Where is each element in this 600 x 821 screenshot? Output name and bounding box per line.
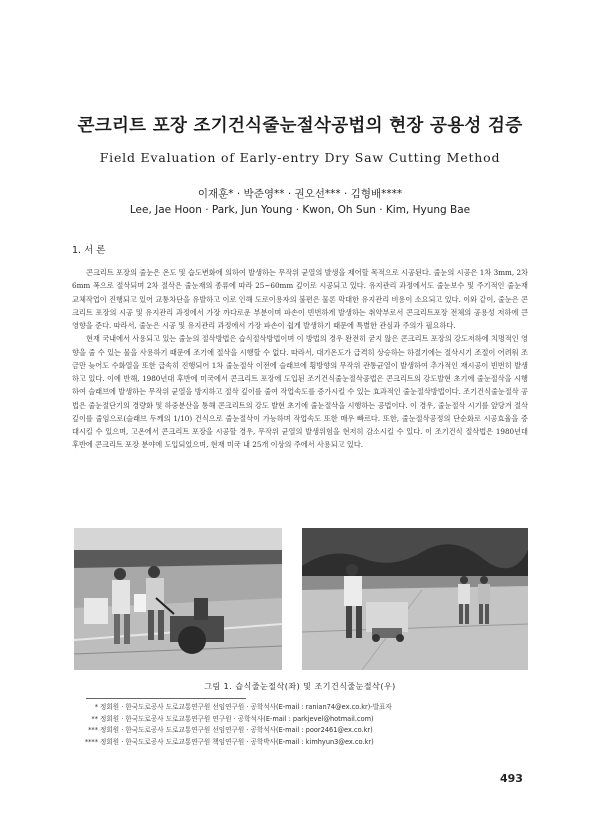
page-number: 493 [500, 772, 523, 785]
authors-english: Lee, Jae Hoon · Park, Jun Young · Kwon, Oh Sun · Kim, Hyung Bae [129, 204, 471, 216]
footnote [80, 725, 540, 737]
footnote-divider [86, 698, 246, 699]
footnote-text: 정회원 · 한국도로공사 도로교통연구원 연구원 · 공학석사(E-mail : parkjevel@hotmail.com) [100, 714, 374, 723]
footnote-text: 정회원 · 한국도로공사 도로교통연구원 책임연구원 · 공학박사(E-mail : kimhyun3@ex.co.kr) [100, 737, 374, 746]
footnote-text: 정회원 · 한국도로공사 도로교통연구원 선임연구원 · 공학석사(E-mail : poor2461@ex.co.kr) [100, 726, 373, 735]
paper-title: 콘크리트 포장 조기건식줄눈절삭공법의 현장 공용성 검증 [77, 116, 523, 136]
footnote-mark: *** [88, 726, 98, 735]
photo-dry-saw-cutting [302, 528, 528, 670]
footnote-mark: * [94, 703, 98, 711]
footnote-mark: **** [84, 737, 98, 746]
footnote-mark: ** [91, 714, 98, 723]
photo-wet-saw-image [74, 528, 282, 670]
footnote [80, 737, 540, 749]
footnote [80, 714, 540, 726]
photo-dry-saw-image [302, 528, 528, 670]
paragraph: 현재 국내에서 사용되고 있는 줄눈의 절삭방법은 습식절삭방법이며 이 방법의 경우 완전히 굳지 않은 콘크리트 포장의 강도저하에 치명적인 영향을 줄 수 있는 물을 사용하기 때문에 조기에 절삭을 시행할 수 없다. 따라서, 대기온도가 급격히 상승하는 하절기에는 절삭시기 조절이 어려워 조금만 늦어도 수화열을 또한 급속히 진행되어 1차 줄눈절삭 이전에 슬래브에 횡방향의 무작위 관통균열이 발생하여 추가적인 재시공이 빈번히 발생하고 있다. 이에 반해, 1980년대 후반에 미국에서 콘크리트 포장에 도입된 조기건식줄눈절삭공법은 콘크리트의 강도발현 초기에 줄눈절삭을 시행하여 슬래브에 발생하는 무작위 균열을 방지하고 절삭 깊이를 줄여 작업속도를 증가시킬 수 있는 효과적인 줄눈절삭방법이다. 조기건식줄눈절삭 공법은 줄눈절단기의 경량화 및 하중분산을 통해 콘크리트의 강도 발현 초기에 줄눈절삭을 시행하는 공법이다. 이 경우, 줄눈절삭 시기를 앞당겨 절삭깊이를 줄임으로(슬래브 두께의 1/10) 건식으로 줄눈절삭이 가능하며 작업속도 또한 매우 빠르다. 또한, 줄눈절삭공정의 단순화로 시공효율을 증대시킬 수 있으며, 고온에서 콘크리트 포장을 시공할 경우, 무작위 균열의 발생위험을 현저히 감소시킬 수 있다. 이 조기건식 절삭법은 1980년대 후반에 콘크리트 포장 분야에 도입되었으며, 현재 미국 내 25개 이상의 주에서 사용되고 있다. [72, 334, 528, 450]
figure-caption: 그림 1. 습식줄눈절삭(좌) 및 조기건식줄눈절삭(우) [204, 682, 396, 691]
paragraph: 콘크리트 포장의 줄눈은 온도 및 습도변화에 의하여 발생하는 무작위 균열의 발생을 제어할 목적으로 시공된다. 줄눈의 시공은 1차 3mm, 2차 6mm 폭으로 절삭되며 2차 절삭은 줄눈재의 종류에 따라 25~60mm 깊이로 시공되고 있다. 유지관리 과정에서도 줄눈보수 및 주기적인 줄눈재 교체작업이 진행되고 있어 교통차단을 유발하고 이로 인해 도로이용자의 불편은 물론 막대한 유지관리 비용이 소요되고 있다. 이와 같이, 줄눈은 콘크리트 포장의 시공 및 유지관리 과정에서 가장 까다로운 부분이며 파손이 빈번하게 발생하는 취약부로서 콘크리트포장 전체의 공용성 저하에 큰 영향을 준다. 따라서, 줄눈은 시공 및 유지관리 과정에서 가장 파손이 쉽게 발생하기 때문에 특별한 관심과 주의가 필요하다. [72, 268, 528, 330]
footnote [80, 702, 540, 714]
body-text [72, 266, 528, 452]
footnotes [80, 702, 540, 748]
authors-korean: 이재훈* · 박준영** · 권오선*** · 김형배**** [197, 188, 403, 200]
section-heading: 1. 서 론 [72, 245, 106, 256]
paper-title-english: Field Evaluation of Early-entry Dry Saw Cutting Method [99, 150, 501, 165]
footnote-text: 정회원 · 한국도로공사 도로교통연구원 선임연구원 · 공학석사(E-mail : ranian74@ex.co.kr)-발표자 [100, 703, 392, 711]
photo-wet-saw-cutting [74, 528, 282, 670]
